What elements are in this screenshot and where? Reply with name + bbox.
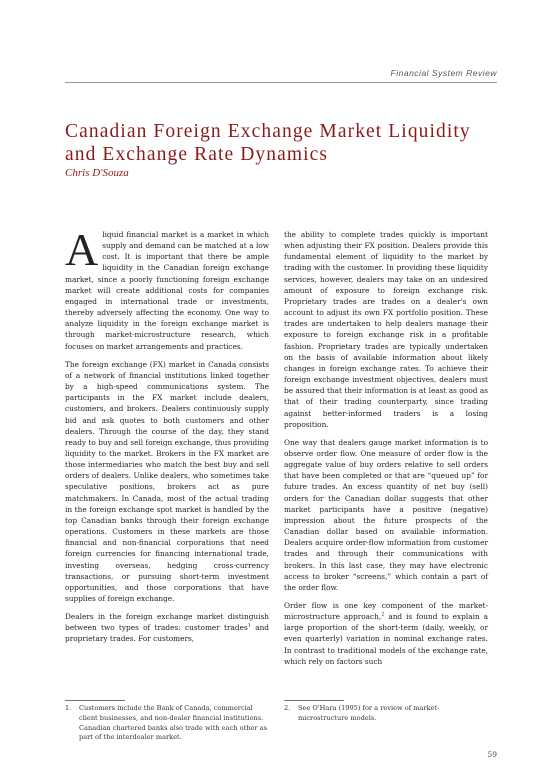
paragraph-text: liquid financial market is a market in which supply and demand can be matched at a low cost. It is important that there be ample liquidity in the Canadian foreign exchange market, since a poorly functioning foreign exchange market will create additional costs for companies engaged in international trade or investments, thereby adversely affecting the economy. One way to analyze liquidity in the foreign exchange market is through market-microstructure research, which focuses on market arrangements and practices. <box>65 230 269 351</box>
paragraph <box>65 224 269 352</box>
footnote-ref: 1 <box>247 622 251 629</box>
footnote-ref: 2 <box>381 611 385 618</box>
paragraph-text: Order flow is one key component of the market-microstructure approach, <box>284 601 488 622</box>
paragraph-text: and proprietary trades. For customers, <box>65 623 269 644</box>
article-title: Canadian Foreign Exchange Market Liquidity and Exchange Rate Dynamics <box>65 121 471 165</box>
paragraph: the ability to complete trades quickly is important when adjusting their FX position. Dealers provide this fundamental element of liquidity to the market by trading with the customer. In providing these liquidity services, however, dealers may take on an undesired amount of exposure to foreign exchange risk. Proprietary trades are trades on a dealer's own account to adjust its own FX portfolio position. These trades are undertaken to help dealers manage their exposure to foreign exchange risk in a profitable fashion. Proprietary trades are typically undertaken on the basis of available information about likely changes in foreign exchange rates. To achieve their foreign exchange investment objectives, dealers must be assured that their information is at least as good as that of their trading counterparty, since trading against better-informed traders is a losing proposition. <box>284 230 488 429</box>
paragraph-text: Dealers in the foreign exchange market distinguish between two types of trades: customer trades <box>65 612 269 633</box>
paragraph-text: and is found to explain a large proportion of the short-term (daily, weekly, or even quarterly) variation in nominal exchange rates. In contrast to traditional models of the exchange rate, which rely on factors such <box>284 612 488 666</box>
footnote-number: 2. <box>284 704 291 712</box>
paragraph <box>65 611 269 644</box>
drop-cap: A <box>65 224 99 275</box>
author-name: Chris D'Souza <box>65 167 129 179</box>
paragraph: The foreign exchange (FX) market in Canada consists of a network of financial institutions linked together by a high-speed communications system. The participants in the FX market include dealers, customers, and brokers. Dealers continuously supply bid and ask quotes to both customers and other dealers. Through the course of the day, they stand ready to buy and sell foreign exchange, thus providing liquidity to the market. Brokers in the FX market are those intermediaries who match the best buy and sell orders of dealers. Unlike dealers, who sometimes take speculative positions, brokers act as pure matchmakers. In Canada, most of the actual trading in the foreign exchange spot market is handled by the top Canadian banks through their foreign exchange operations. Customers in these markets are those financial and non-financial corporations that need foreign currencies for financing international trade, investing overseas, hedging cross-currency transactions, or pursuing short-term investment opportunities, and those corporations that have supplies of foreign exchange. <box>65 359 269 603</box>
footnote-text: See O'Hara (1995) for a review of market-microstructure models. <box>298 704 440 722</box>
paragraph: One way that dealers gauge market information is to observe order flow. One measure of order flow is the aggregate value of buy orders relative to sell orders that have been completed or that are “queued up” for future trades. An excess quantity of net buy (sell) orders for the Canadian dollar suggests that other market participants have a positive (negative) impression about the future prospects of the Canadian dollar based on available information. Dealers acquire order-flow information from customer trades and through their communications with brokers. In this last case, they may have electronic access to broker “screens,” which contain a part of the order flow. <box>284 437 488 592</box>
footnote-1 <box>65 704 269 743</box>
header-rule <box>65 82 497 83</box>
left-column <box>65 224 269 652</box>
footnote-2 <box>284 704 488 724</box>
page-number: 59 <box>487 750 497 759</box>
footnote-rule <box>284 700 344 701</box>
right-column <box>284 229 488 674</box>
footnote-text: Customers include the Bank of Canada, commercial client businesses, and non-dealer financial institutions. Canadian chartered banks also trade with each other as part of the interdealer market. <box>79 704 267 742</box>
footnote-number: 1. <box>65 704 72 712</box>
footnote-rule <box>65 700 125 701</box>
running-head: Financial System Review <box>390 68 497 78</box>
paragraph <box>284 600 488 667</box>
